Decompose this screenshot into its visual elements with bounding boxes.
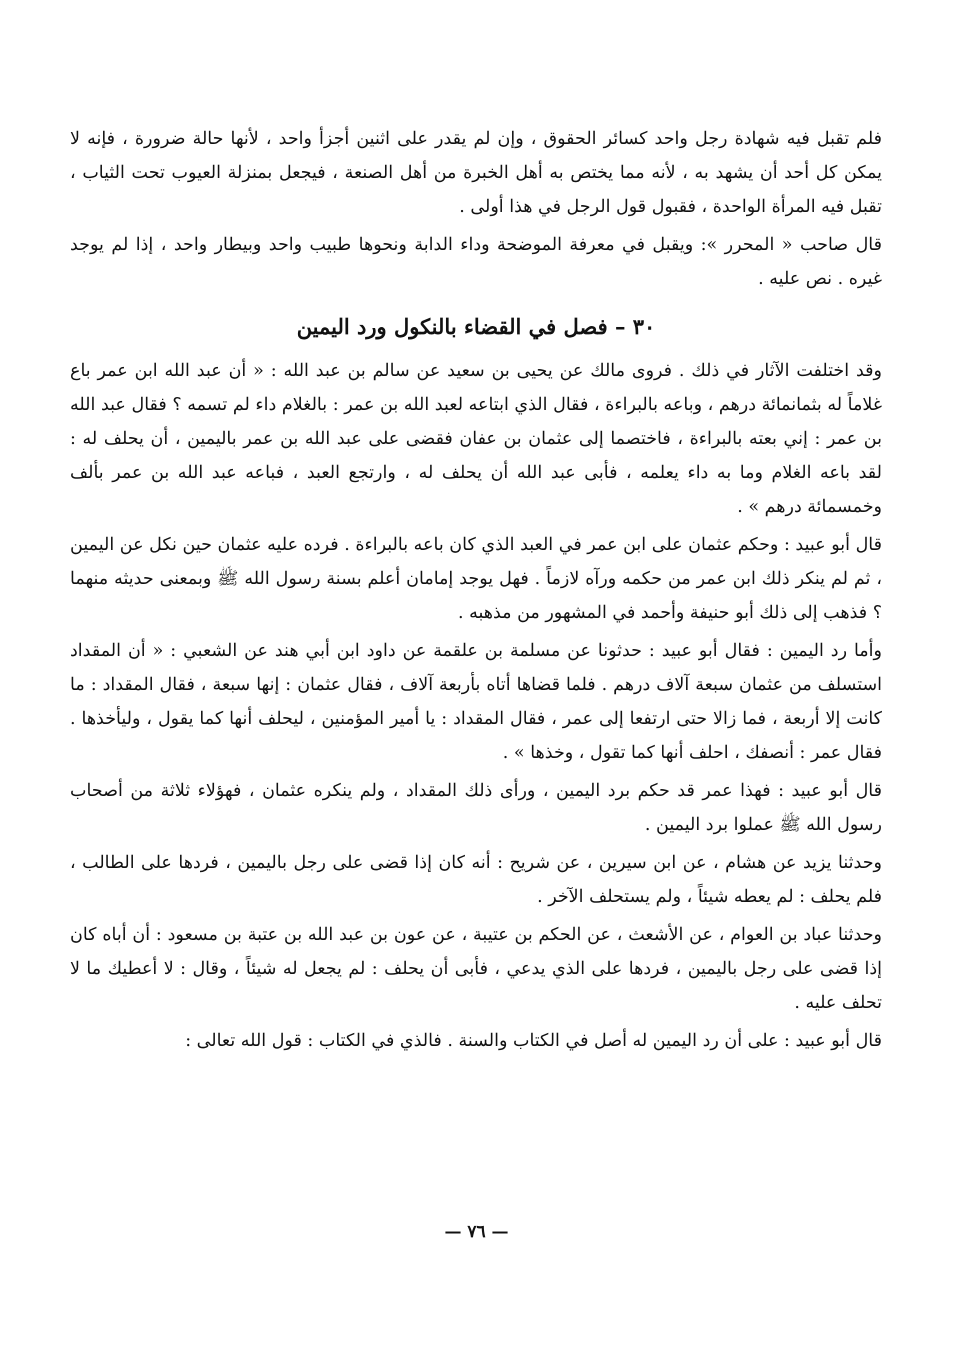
paragraph: قال أبو عبيد : على أن رد اليمين له أصل في الكتاب والسنة . فالذي في الكتاب : قول الله تعالى : (185, 1031, 882, 1051)
paragraph: قال أبو عبيد : وحكم عثمان على ابن عمر في العبد الذي كان باعه بالبراءة . فرده عليه عثمان حين نكل عن اليمين ، ثم لم ينكر ذلك ابن عمر من حكمه ورآه لازماً . فهل يوجد إمامان أعلم بسنة رسول الله ﷺ وبمعنى حديثه منهما ؟ فذهب إلى ذلك أبو حنيفة وأحمد في المشهور من مذهبه . (70, 535, 882, 623)
paragraph: وأما رد اليمين : فقال أبو عبيد : حدثونا عن مسلمة بن علقمة عن داود ابن أبي هند عن الشعبي : « أن المقداد استسلف من عثمان سبعة آلاف درهم . فلما قضاها أتاه بأربعة آلاف ، فقال عثمان : إنها سبعة ، فقال المقداد : ما كانت إلا أربعة ، فما زالا حتى ارتفعا إلى عمر ، فقال المقداد : يا أمير المؤمنين ، ليحلف أنها كما يقول ، وليأخذها . فقال عمر : أنصفك ، احلف أنها كما تقول ، وخذها » . (70, 641, 882, 763)
paragraph: قال صاحب « المحرر »: ويقبل في معرفة الموضحة وداء الدابة ونحوها طبيب واحد وبيطار واحد ، إذا لم يوجد غيره . نص عليه . (70, 235, 882, 289)
page-number: — ٧٦ — (444, 1222, 509, 1242)
body-text (70, 122, 882, 1058)
paragraph: فلم تقبل فيه شهادة رجل واحد كسائر الحقوق ، وإن لم يقدر على اثنين أجزأ واحد ، لأنها حالة ضرورة ، فإنه لا يمكن كل أحد أن يشهد به ، لأنه مما يختص به أهل الخبرة من أهل الصنعة ، فيجعل بمنزلة العيوب تحت الثياب ، تقبل فيه المرأة الواحدة ، فقبول قول الرجل في هذا أولى . (70, 129, 882, 217)
paragraph: وحدثنا يزيد عن هشام ، عن ابن سيرين ، عن شريح : أنه كان إذا قضى على رجل باليمين ، فردها على الطالب ، فلم يحلف : لم يعطه شيئاً ، ولم يستحلف الآخر . (70, 853, 882, 907)
section-heading: ٣٠ – فصل في القضاء بالنكول ورد اليمين (296, 314, 656, 339)
paragraph: قال أبو عبيد : فهذا عمر قد حكم برد اليمين ، ورأى ذلك المقداد ، ولم ينكره عثمان ، فهؤلاء ثلاثة من أصحاب رسول الله ﷺ عملوا برد اليمين . (70, 781, 882, 835)
paragraph: وقد اختلفت الآثار في ذلك . فروى مالك عن يحيى بن سعيد عن سالم بن عبد الله : « أن عبد الله ابن عمر باع غلاماً له بثمانمائة درهم ، وباعه بالبراءة ، فقال الذي ابتاعه لعبد الله بن عمر : بالغلام داء لم تسمه ؟ فقال عبد الله بن عمر : إني بعته بالبراءة ، فاختصما إلى عثمان بن عفان فقضى على عبد الله بن عمر باليمين ، أن يحلف له : لقد باعه الغلام وما به داء يعلمه ، فأبى عبد الله أن يحلف له ، وارتجع العبد ، فباعه عبد الله بن عمر بألف وخمسمائة درهم » . (70, 361, 882, 517)
paragraph: وحدثنا عباد بن العوام ، عن الأشعث ، عن الحكم بن عتيبة ، عن عون بن عبد الله بن عتبة بن مسعود : أن أباه كان إذا قضى على رجل باليمين ، فردها على الذي يدعي ، فأبى أن يحلف : لم يجعل له شيئاً ، وقال : لا أعطيك ما لا تحلف عليه . (70, 925, 882, 1013)
